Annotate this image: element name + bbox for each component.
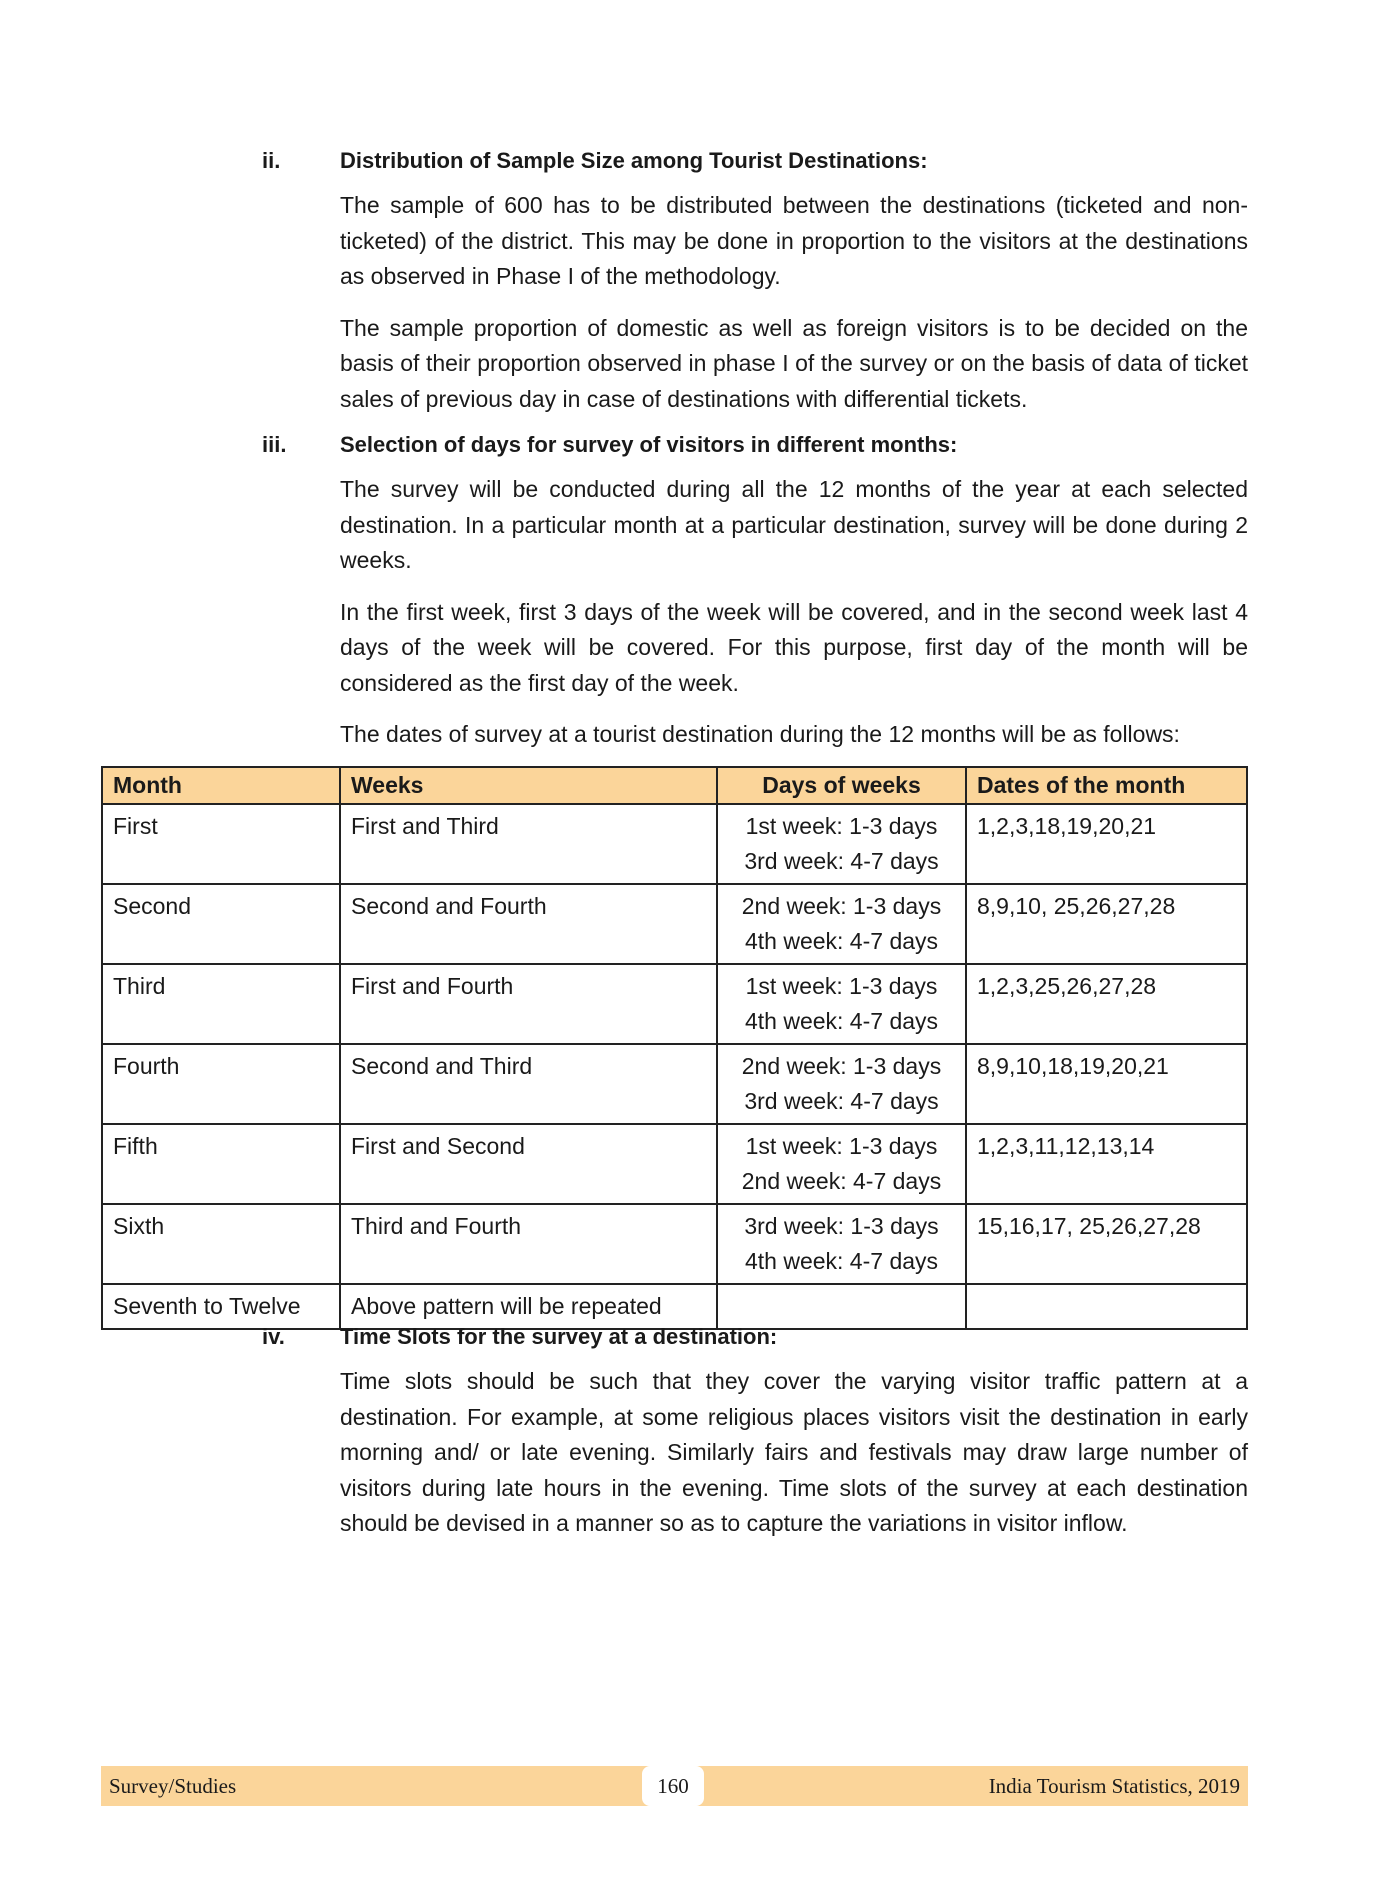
page-number: 160 [642,1766,704,1806]
cell-weeks: Above pattern will be repeated [340,1284,717,1329]
days-line: 2nd week: 1-3 days [741,893,942,919]
cell-weeks: First and Fourth [340,964,717,1044]
days-line: 4th week: 4-7 days [744,1248,939,1274]
section-title: Selection of days for survey of visitors in different months: [340,432,958,457]
cell-month: First [102,804,340,884]
section-heading [262,146,1248,176]
header-days-of-weeks: Days of weeks [717,767,966,804]
cell-month: Second [102,884,340,964]
section-number: ii. [262,148,281,173]
paragraph: The dates of survey at a tourist destination during the 12 months will be as follows: [340,721,1180,747]
cell-days [717,884,966,964]
days-line: 1st week: 1-3 days [745,973,938,999]
survey-dates-table [101,766,1248,1330]
paragraph: The sample of 600 has to be distributed between the destinations (ticketed and non- ticketed) of the district. This may be done in proportion to the visitors at the destinations as observed in Phase I of the methodology. [340,192,1248,289]
cell-dates: 8,9,10, 25,26,27,28 [966,884,1247,964]
table-row [102,804,1247,884]
days-line: 3rd week: 4-7 days [744,1088,939,1114]
paragraph: The sample proportion of domestic as well as foreign visitors is to be decided on the basis of their proportion observed in phase I of the survey or on the basis of data of ticket sales of previous day in case of destinations with differential tickets. [340,314,1248,412]
header-weeks: Weeks [340,767,717,804]
header-dates: Dates of the month [966,767,1247,804]
cell-weeks: First and Third [340,804,717,884]
section-iv [262,1322,1248,1542]
days-line: 4th week: 4-7 days [744,1008,939,1034]
table-header-row [102,767,1247,804]
section-number: iii. [262,432,287,457]
section-heading [262,430,1248,460]
days-line: 3rd week: 4-7 days [744,848,939,874]
section-heading [262,1322,1248,1352]
cell-month: Fourth [102,1044,340,1124]
header-month: Month [102,767,340,804]
cell-weeks: Second and Fourth [340,884,717,964]
section-number: iv. [262,1324,285,1349]
table-row [102,1204,1247,1284]
cell-days [717,1124,966,1204]
section-iii [262,430,1248,753]
days-line: 3rd week: 1-3 days [744,1213,939,1239]
cell-month: Fifth [102,1124,340,1204]
cell-weeks: First and Second [340,1124,717,1204]
table-row [102,1044,1247,1124]
footer-publication-title: India Tourism Statistics, 2019 [988,1774,1240,1798]
cell-weeks: Third and Fourth [340,1204,717,1284]
cell-dates: 15,16,17, 25,26,27,28 [966,1204,1247,1284]
footer-section-label: Survey/Studies [109,1774,237,1798]
days-line: 2nd week: 4-7 days [741,1168,942,1194]
cell-month: Seventh to Twelve [102,1284,340,1329]
cell-dates: 1,2,3,18,19,20,21 [966,804,1247,884]
table-row [102,964,1247,1044]
cell-dates: 8,9,10,18,19,20,21 [966,1044,1247,1124]
section-title: Distribution of Sample Size among Tourist Destinations: [340,148,928,173]
section-ii [262,146,1248,417]
paragraph: The survey will be conducted during all the 12 months of the year at each selected destination. In a particular month at a particular destination, survey will be done during 2 weeks. [340,476,1248,573]
cell-dates: 1,2,3,25,26,27,28 [966,964,1247,1044]
table-row [102,1124,1247,1204]
paragraph: In the first week, first 3 days of the week will be covered, and in the second week last 4 days of the week will be covered. For this purpose, first day of the month will be considered as the first day of the week. [340,598,1248,696]
days-line: 1st week: 1-3 days [745,813,938,839]
cell-dates: 1,2,3,11,12,13,14 [966,1124,1247,1204]
paragraph: Time slots should be such that they cover the varying visitor traffic pattern at a destination. For example, at some religious places visitors visit the destination in early morning and/ or late evening. Similarly fairs and festivals may draw large number of visitors during late hours in the evening. Time slots of the survey at each destination should be devised in a manner so as to capture the variations in visitor inflow. [340,1368,1248,1536]
cell-days [717,1204,966,1284]
cell-month: Third [102,964,340,1044]
days-line: 4th week: 4-7 days [744,928,939,954]
days-line: 2nd week: 1-3 days [741,1053,942,1079]
page-footer [101,1766,1248,1806]
cell-days [717,964,966,1044]
days-line: 1st week: 1-3 days [745,1133,938,1159]
cell-days [717,1044,966,1124]
table-row [102,884,1247,964]
cell-days [717,804,966,884]
cell-weeks: Second and Third [340,1044,717,1124]
section-title: Time Slots for the survey at a destination: [340,1324,778,1349]
cell-month: Sixth [102,1204,340,1284]
